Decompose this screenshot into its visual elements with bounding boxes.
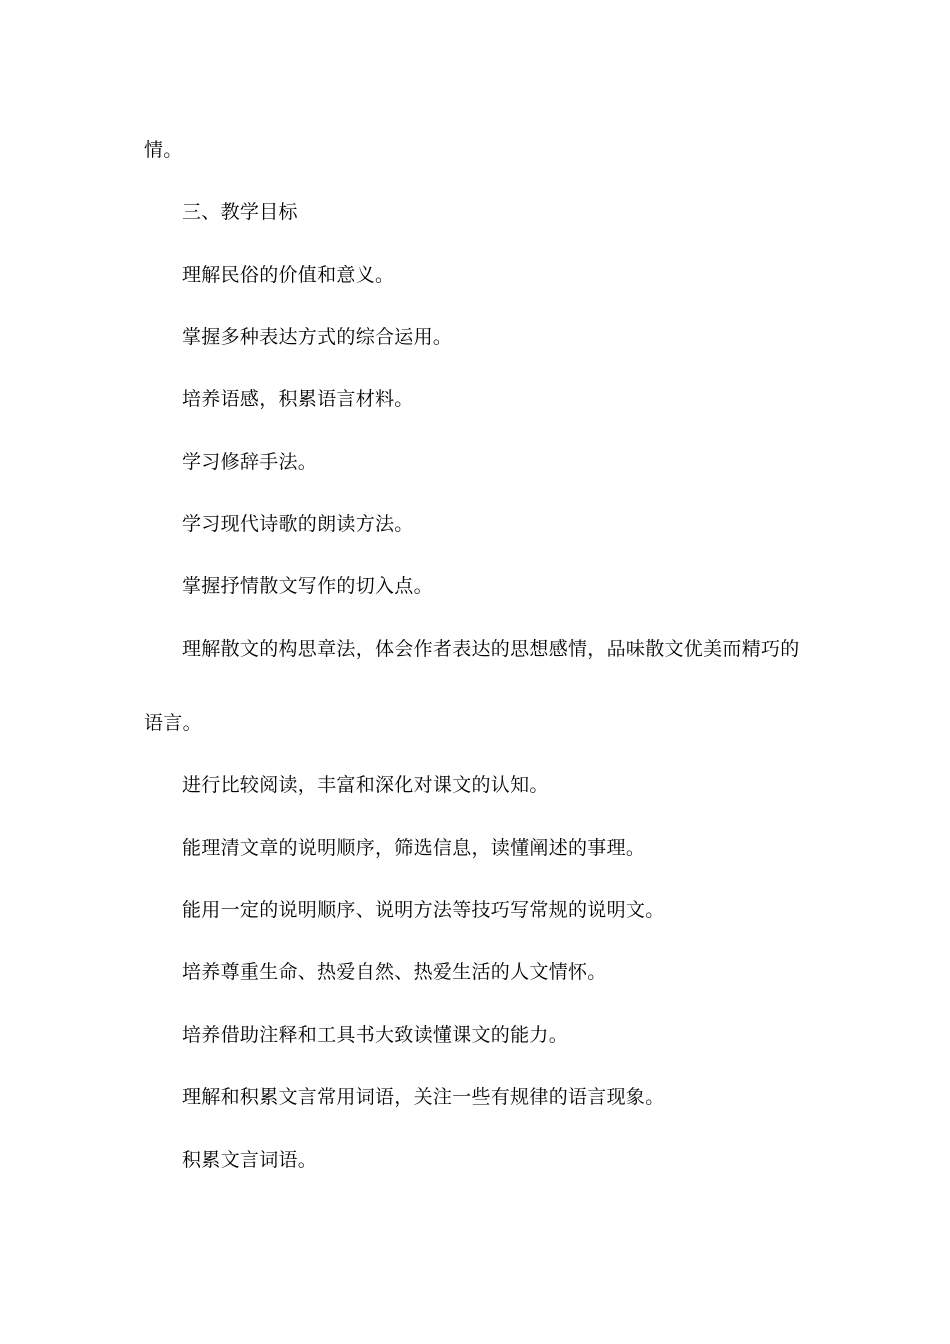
objective-item-continuation: 语言。 xyxy=(144,712,202,734)
objective-item: 学习现代诗歌的朗读方法。 xyxy=(182,513,414,535)
objective-item: 学习修辞手法。 xyxy=(182,451,318,473)
objective-item: 理解和积累文言常用词语，关注一些有规律的语言现象。 xyxy=(182,1086,665,1108)
objective-item: 理解散文的构思章法，体会作者表达的思想感情，品味散文优美而精巧的 xyxy=(182,638,800,660)
objective-item: 理解民俗的价值和意义。 xyxy=(182,264,395,286)
objective-item: 培养语感，积累语言材料。 xyxy=(182,388,414,410)
objective-item: 积累文言词语。 xyxy=(182,1149,318,1171)
objective-item: 能理清文章的说明顺序，筛选信息，读懂阐述的事理。 xyxy=(182,837,646,859)
objective-item: 培养尊重生命、热爱自然、热爱生活的人文情怀。 xyxy=(182,961,607,983)
objective-item: 掌握抒情散文写作的切入点。 xyxy=(182,575,433,597)
objective-item: 培养借助注释和工具书大致读懂课文的能力。 xyxy=(182,1024,569,1046)
section-heading: 三、教学目标 xyxy=(182,201,298,223)
paragraph-continuation: 情。 xyxy=(144,139,183,161)
objective-item: 掌握多种表达方式的综合运用。 xyxy=(182,326,453,348)
objective-item: 进行比较阅读，丰富和深化对课文的认知。 xyxy=(182,774,549,796)
objective-item: 能用一定的说明顺序、说明方法等技巧写常规的说明文。 xyxy=(182,899,665,921)
